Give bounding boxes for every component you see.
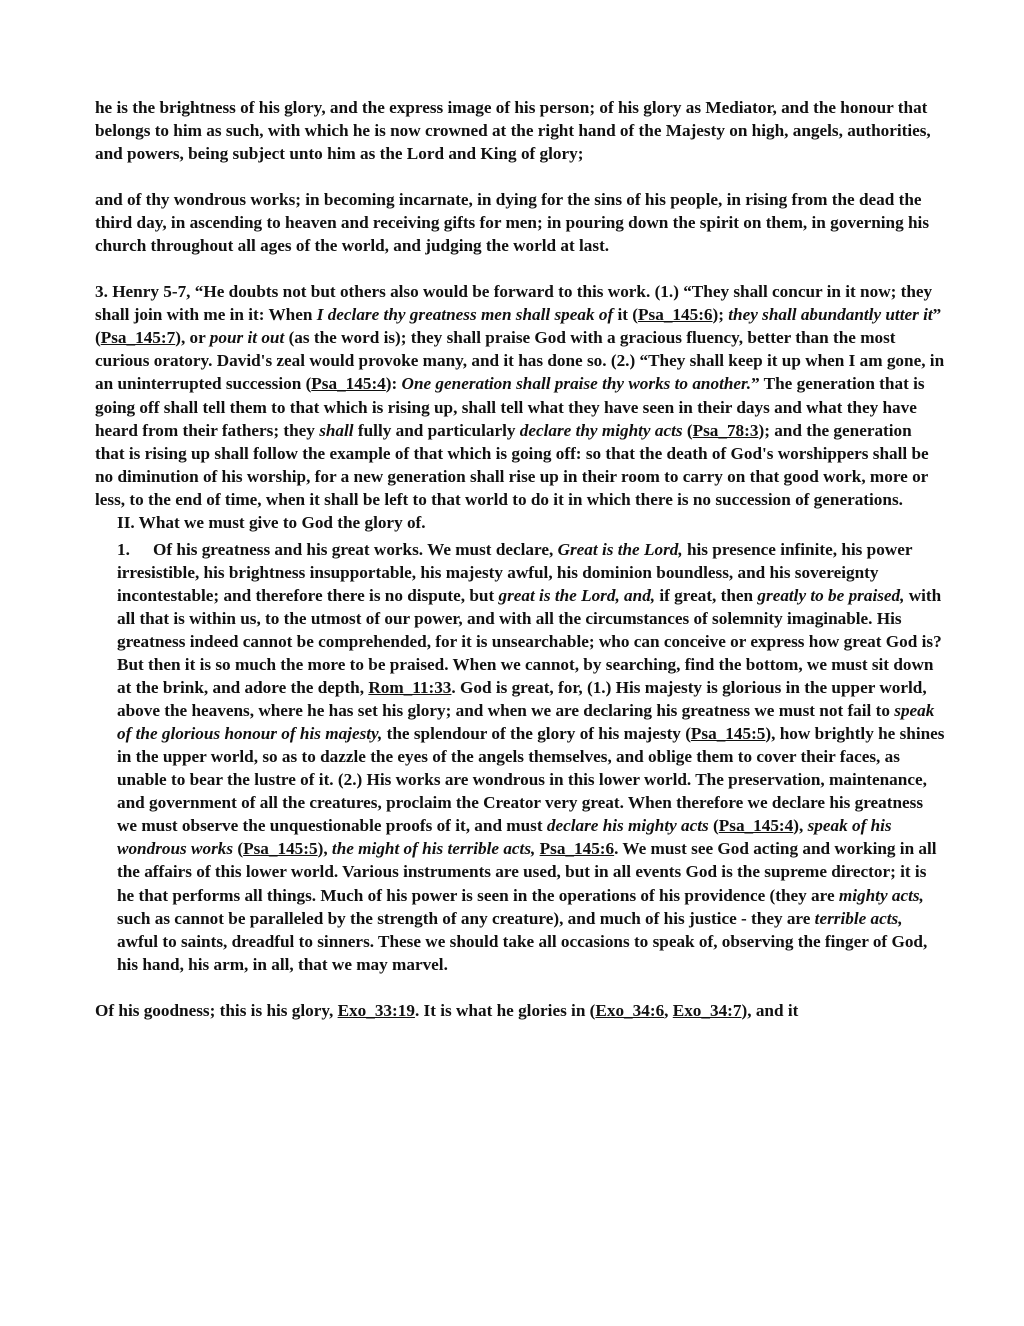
text-run: the splendour of the glory of his majesty ( — [382, 724, 691, 744]
italic-quote: declare thy mighty acts — [519, 420, 683, 440]
text-run: with all that is within us, to the utmost of our power, and with all the circumstances of solemnity imaginable. His greatness indeed cannot be comprehended, for it is unsearchable; who can conceive or express how great God is? But then it is so much the more to be praised. When we cannot, by searching, find the bottom, we must sit down at the brink, and adore the depth, — [117, 585, 942, 698]
paragraph-henry-commentary — [95, 280, 945, 510]
text-run: Of his greatness and his great works. We must declare, — [153, 539, 558, 559]
text-run: if great, then — [655, 585, 758, 605]
paragraph-gap — [95, 165, 945, 188]
italic-quote: shall — [319, 420, 354, 440]
text-run: ” The generation that is going off shall tell them to that which is rising up, shall tell what they have seen in their days and what they have heard from their fathers; they — [95, 374, 925, 440]
paragraph-goodness — [95, 999, 945, 1022]
italic-quote: they shall abundantly utter it — [728, 305, 933, 325]
paragraph-gap — [95, 976, 945, 999]
italic-quote: pour it out — [209, 328, 285, 348]
italic-quote: Great is the Lord, — [557, 539, 683, 559]
italic-quote: I declare thy greatness men shall speak of — [316, 305, 614, 325]
scripture-link[interactable]: Exo_33:19 — [337, 1000, 415, 1020]
text-run: ), and it — [741, 1000, 799, 1020]
italic-quote: terrible acts, — [814, 908, 903, 928]
paragraph-wondrous-works: and of thy wondrous works; in becoming incarnate, in dying for the sins of his people, in rising from the dead the third day, in ascending to heaven and receiving gifts for men; in pouring down the spirit on them, in governing his church throughout all ages of the world, and judging the world at last. — [95, 190, 930, 256]
scripture-link[interactable]: Psa_78:3 — [692, 420, 759, 440]
text-run: fully and particularly — [353, 420, 520, 440]
italic-quote: One generation shall praise thy works to another. — [401, 374, 752, 394]
scripture-link[interactable]: Psa_145:4 — [311, 374, 386, 394]
text-run: ( — [682, 420, 693, 440]
scripture-link[interactable]: Exo_34:6 — [595, 1000, 665, 1020]
scripture-link[interactable]: Psa_145:5 — [243, 839, 318, 859]
italic-quote: declare his mighty acts — [546, 816, 709, 836]
scripture-link[interactable]: Rom_11:33 — [368, 678, 452, 698]
text-run: . We must see God acting and working in all the affairs of this lower world. Various instruments are used, but in all events God is the supreme director; it is he that performs all things. Much of his power is seen in the operations of his providence (they are — [117, 839, 937, 905]
scripture-link[interactable]: Exo_34:7 — [672, 1000, 742, 1020]
text-run: ), how brightly he shines in the upper world, so as to dazzle the eyes of the angels themselves, and oblige them to cover their faces, as unable to bear the lustre of it. (2.) His works are wondrous in this lower world. The preservation, maintenance, and government of all the creatures, proclaim the Creator very great. When therefore we declare his greatness we must observe the unquestionable proofs of it, and must — [117, 724, 945, 836]
text-run: ), — [317, 839, 332, 859]
scripture-link[interactable]: Psa_145:7 — [100, 328, 176, 348]
text-run: ); — [712, 305, 729, 325]
text-run: , — [664, 1000, 673, 1020]
text-run: ): — [385, 374, 402, 394]
text-run: such as cannot be paralleled by the strength of any creature), and much of his justice - they are — [117, 908, 815, 928]
text-run: ); and the generation that is rising up shall follow the example of that which is going off: so that the death of God's worshippers shall be no diminution of his worship, for a new generation shall rise up in their room to carry on that good work, more or less, to the end of time, when it shall be left to that world to do it in which there is no succession of generations. — [95, 420, 929, 509]
italic-quote: greatly to be praised, — [757, 585, 905, 605]
italic-quote: the might of his terrible acts, — [331, 839, 536, 859]
text-run: Of his goodness; this is his glory, — [95, 1000, 338, 1020]
list-number: 1. — [117, 539, 130, 559]
text-run: awful to saints, dreadful to sinners. These we should take all occasions to speak of, observing the finger of God, his hand, his arm, in all, that we may marvel. — [117, 931, 928, 974]
scripture-link[interactable]: Psa_145:4 — [718, 816, 794, 836]
scripture-link[interactable]: Psa_145:5 — [690, 724, 766, 744]
text-run: ” ( — [95, 305, 942, 348]
text-run: it ( — [613, 305, 639, 325]
italic-quote: speak of his wondrous works — [117, 816, 892, 859]
text-run: ( — [708, 816, 719, 836]
text-run: ( — [233, 839, 244, 859]
paragraph-brightness-of-glory: he is the brightness of his glory, and the express image of his person; of his glory as Mediator, and the honour that belongs to him as such, with which he is now crowned at the right hand of the Majesty on high, angels, authorities, and powers, being subject unto him as the Lord and King of glory; — [95, 98, 931, 164]
list-item-greatness — [95, 538, 945, 976]
italic-quote: mighty acts, — [838, 885, 924, 905]
text-run: . It is what he glories in ( — [414, 1000, 596, 1020]
scripture-link[interactable]: Psa_145:6 — [638, 305, 713, 325]
italic-quote: great is the Lord, and, — [498, 585, 656, 605]
italic-quote: speak of the glorious honour of his majesty, — [117, 701, 935, 744]
text-run: . God is great, for, (1.) His majesty is glorious in the upper world, above the heavens, where he has set his glory; and when we are declaring his greatness we must not fail to — [117, 678, 927, 721]
paragraph-gap — [95, 257, 945, 280]
scripture-link[interactable]: Psa_145:6 — [539, 839, 615, 859]
text-run: 3. Henry 5-7, “He doubts not but others also would be forward to this work. (1.) “They shall concur in it now; they shall join with me in it: When — [95, 282, 933, 325]
text-run: ), — [793, 816, 808, 836]
text-run: his presence infinite, his power irresistible, his brightness insupportable, his majesty awful, his dominion boundless, and his sovereignty incontestable; and therefore there is no dispute, but — [117, 539, 913, 605]
document-page — [95, 96, 945, 1022]
text-run: ), or — [175, 328, 210, 348]
section-heading-glory: II. What we must give to God the glory of. — [117, 512, 426, 532]
text-run: (as the word is); they shall praise God with a gracious fluency, better than the most curious oratory. David's zeal would provoke many, and it has done so. (2.) “They shall keep it up when I am gone, in an uninterrupted succession ( — [95, 328, 945, 394]
